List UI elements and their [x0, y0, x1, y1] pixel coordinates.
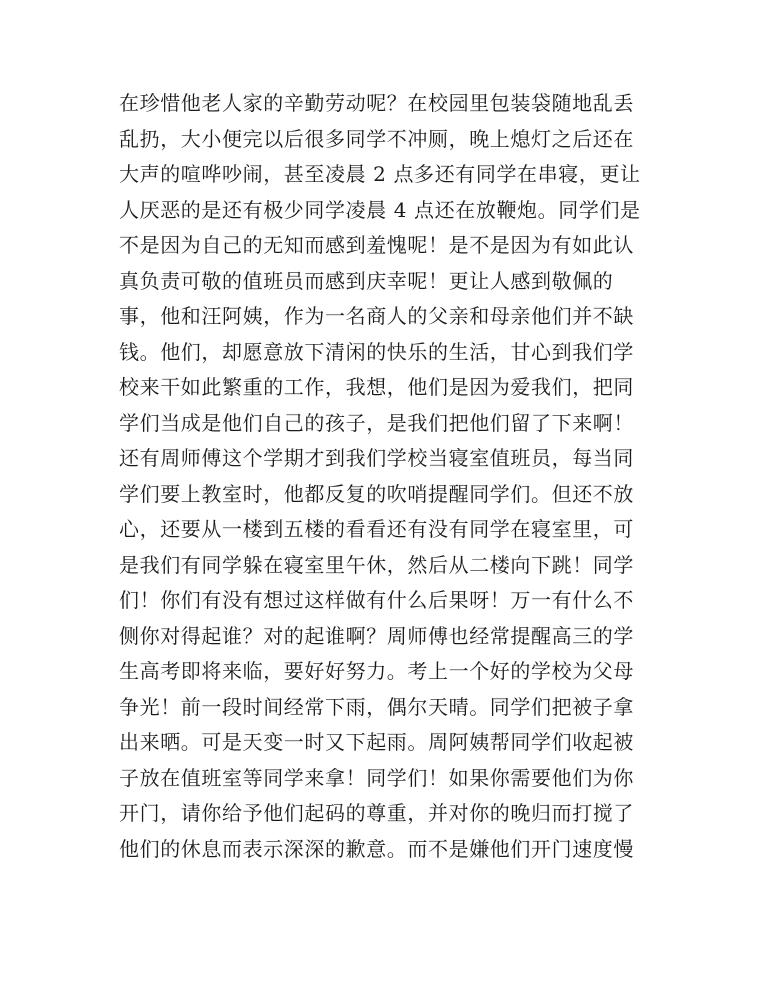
text-line: 是我们有同学躲在寝室里午休，然后从二楼向下跳！同学: [119, 552, 634, 577]
text-line: 在珍惜他老人家的辛勤劳动呢？在校园里包装袋随地乱丢: [119, 91, 634, 115]
text-line: 他们的休息而表示深深的歉意。而不是嫌他们开门速度慢: [119, 836, 634, 861]
text-line: 学们当成是他们自己的孩子，是我们把他们留了下来啊！: [119, 410, 634, 435]
text-line: 开门，请你给予他们起码的尊重，并对你的晚归而打搅了: [119, 801, 634, 825]
text-line: 人厌恶的是还有极少同学凌晨 4 点还在放鞭炮。同学们是: [119, 197, 641, 222]
text-line: 真负责可敬的值班员而感到庆幸呢！更让人感到敬佩的: [119, 268, 614, 293]
text-line: 还有周师傅这个学期才到我们学校当寝室值班员，每当同: [119, 446, 634, 470]
text-line: 乱扔，大小便完以后很多同学不冲厕，晚上熄灯之后还在: [119, 126, 634, 151]
text-line: 子放在值班室等同学来拿！同学们！如果你需要他们为你: [119, 765, 634, 790]
body-text: [119, 86, 659, 867]
text-line: 学们要上教室时，他都反复的吹哨提醒同学们。但还不放: [119, 481, 634, 506]
text-line: 心，还要从一楼到五楼的看看还有没有同学在寝室里，可: [119, 517, 634, 541]
text-line: 出来晒。可是天变一时又下起雨。周阿姨帮同学们收起被: [119, 730, 634, 754]
text-line: 争光！前一段时间经常下雨，偶尔天晴。同学们把被子拿: [119, 694, 634, 719]
text-line: 们！你们有没有想过这样做有什么后果呀！万一有什么不: [119, 588, 634, 612]
text-line: 不是因为自己的无知而感到羞愧呢！是不是因为有如此认: [119, 233, 634, 257]
text-line: 生高考即将来临，要好好努力。考上一个好的学校为父母: [119, 659, 634, 683]
text-line: 校来干如此繁重的工作，我想，他们是因为爱我们，把同: [119, 375, 634, 399]
text-line: 钱。他们，却愿意放下清闲的快乐的生活，甘心到我们学: [119, 339, 634, 364]
text-line: 事，他和汪阿姨，作为一名商人的父亲和母亲他们并不缺: [119, 304, 634, 328]
text-line: 大声的喧哗吵闹，甚至凌晨 2 点多还有同学在串寝，更让: [119, 162, 641, 186]
text-line: 侧你对得起谁？对的起谁啊？周师傅也经常提醒高三的学: [119, 623, 634, 648]
